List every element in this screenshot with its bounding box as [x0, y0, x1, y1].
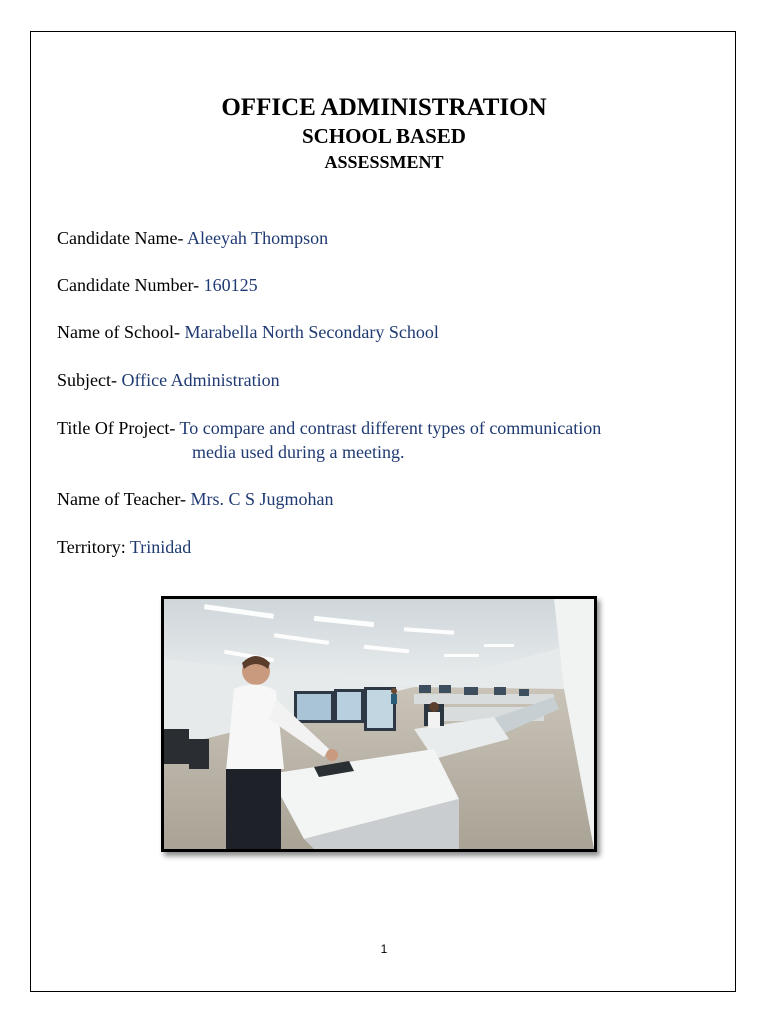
candidate-number-value: 160125	[203, 275, 258, 295]
candidate-name-value: Aleeyah Thompson	[186, 228, 329, 248]
project-title-label: Title Of Project-	[57, 418, 176, 438]
candidate-name-label: Candidate Name-	[57, 228, 184, 248]
document-subtitle-2: ASSESSMENT	[324, 152, 444, 172]
teacher-field	[57, 487, 334, 511]
school-label: Name of School-	[57, 322, 180, 342]
territory-value: Trinidad	[129, 537, 192, 557]
subject-field	[57, 368, 280, 392]
school-value: Marabella North Secondary School	[184, 322, 439, 342]
subject-value: Office Administration	[121, 370, 280, 390]
document-title: OFFICE ADMINISTRATION	[221, 94, 547, 121]
document-subtitle: SCHOOL BASED	[302, 124, 466, 148]
school-field	[57, 320, 439, 344]
page-number: 1	[380, 942, 388, 956]
project-title-value-line2: media used during a meeting.	[192, 442, 405, 462]
teacher-label: Name of Teacher-	[57, 489, 186, 509]
territory-label: Territory:	[57, 537, 126, 557]
subject-label: Subject-	[57, 370, 117, 390]
candidate-number-label: Candidate Number-	[57, 275, 200, 295]
office-photo-illustration	[164, 599, 594, 849]
candidate-name-field	[57, 226, 328, 250]
project-title-field	[57, 416, 601, 440]
project-title-value-line1: To compare and contrast different types of communication	[179, 418, 602, 438]
candidate-number-field	[57, 273, 258, 297]
territory-field	[57, 535, 191, 559]
teacher-value: Mrs. C S Jugmohan	[190, 489, 334, 509]
office-photo	[161, 596, 597, 852]
